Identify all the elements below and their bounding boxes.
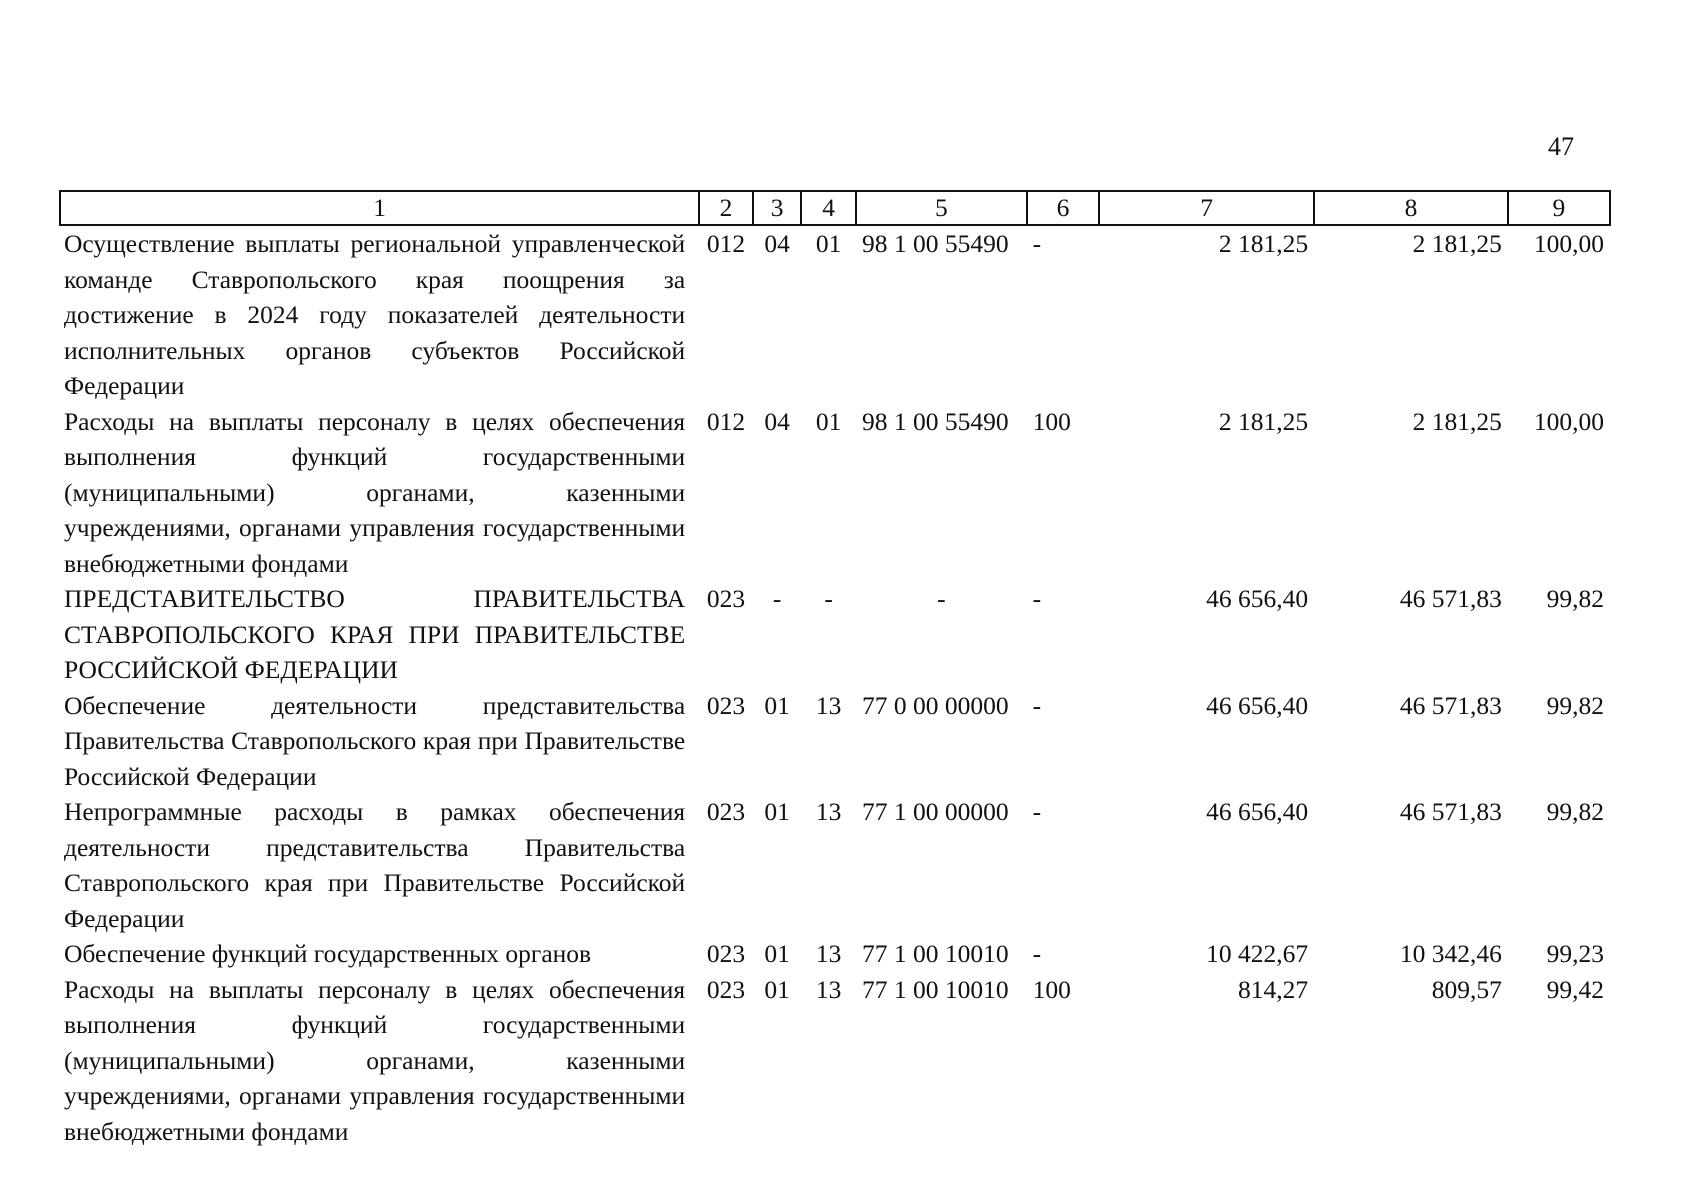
ved-code: 023 xyxy=(706,974,746,1004)
expense-type-code: 100 xyxy=(1032,974,1071,1004)
column-header: 4 xyxy=(801,191,856,225)
target-article-code: 77 0 00 00000 xyxy=(862,690,1009,720)
subsection-code: 13 xyxy=(815,974,842,1004)
plan-amount: 2 181,25 xyxy=(1218,406,1309,436)
column-header: 3 xyxy=(753,191,801,225)
plan-amount: 2 181,25 xyxy=(1218,229,1309,258)
subsection-code: 01 xyxy=(815,229,842,258)
subsection-code: 13 xyxy=(815,939,842,968)
subsection-code: 13 xyxy=(815,690,842,720)
expense-type-code: - xyxy=(1032,584,1042,613)
plan-amount: 10 422,67 xyxy=(1206,939,1309,968)
ved-code: 023 xyxy=(706,584,746,613)
plan-amount: 46 656,40 xyxy=(1206,797,1309,826)
page-number: 47 xyxy=(1548,132,1574,161)
column-header: 8 xyxy=(1314,191,1508,225)
execution-percent: 99,23 xyxy=(1546,939,1604,968)
expense-name: Расходы на выплаты персоналу в целях обеспечения выполнения функций государственными (муниципальными) органами, казенными учреждениями, органами управления государственными внебюджетными фондами xyxy=(64,974,686,1146)
expense-type-code: - xyxy=(1032,939,1042,968)
fact-amount: 46 571,83 xyxy=(1399,690,1502,720)
ved-code: 012 xyxy=(706,229,746,258)
fact-amount: 2 181,25 xyxy=(1412,229,1502,258)
table-row xyxy=(60,404,1610,582)
table-row xyxy=(60,794,1610,936)
execution-percent: 100,00 xyxy=(1533,229,1604,258)
execution-percent: 99,82 xyxy=(1546,797,1604,826)
ved-code: 023 xyxy=(706,690,746,720)
fact-amount: 2 181,25 xyxy=(1412,406,1502,436)
expense-name: ПРЕДСТАВИТЕЛЬСТВО ПРАВИТЕЛЬСТВА СТАВРОПОЛЬСКОГО КРАЯ ПРИ ПРАВИТЕЛЬСТВЕ РОССИЙСКОЙ ФЕДЕРАЦИИ xyxy=(64,584,686,684)
execution-percent: 99,42 xyxy=(1546,974,1604,1004)
plan-amount: 46 656,40 xyxy=(1206,584,1309,613)
table-row xyxy=(60,581,1610,688)
column-header: 1 xyxy=(60,191,699,225)
expense-type-code: - xyxy=(1032,229,1042,258)
target-article-code: 77 1 00 10010 xyxy=(862,974,1009,1004)
table-row xyxy=(60,688,1610,795)
fact-amount: 10 342,46 xyxy=(1399,939,1502,968)
expense-name: Обеспечение деятельности представительства Правительства Ставропольского края при Правительстве Российской Федерации xyxy=(64,690,686,791)
expense-name: Непрограммные расходы в рамках обеспечения деятельности представительства Правительства Ставропольского края при Правительстве Российской Федерации xyxy=(64,797,686,933)
execution-percent: 99,82 xyxy=(1546,584,1604,613)
plan-amount: 814,27 xyxy=(1237,974,1309,1004)
execution-percent: 99,82 xyxy=(1546,690,1604,720)
expense-name: Расходы на выплаты персоналу в целях обеспечения выполнения функций государственными (муниципальными) органами, казенными учреждениями, органами управления государственными внебюджетными фондами xyxy=(64,406,686,578)
target-article-code: 77 1 00 10010 xyxy=(862,939,1009,968)
table-row xyxy=(60,225,1610,404)
section-code: 04 xyxy=(764,406,790,436)
ved-code: 012 xyxy=(706,406,746,436)
fact-amount: 46 571,83 xyxy=(1399,797,1502,826)
section-code: 01 xyxy=(764,690,790,720)
subsection-code: 01 xyxy=(815,406,842,436)
table-header xyxy=(60,191,1610,225)
budget-table xyxy=(59,190,1611,1149)
plan-amount: 46 656,40 xyxy=(1206,690,1309,720)
section-code: 04 xyxy=(764,229,790,258)
expense-name: Осуществление выплаты региональной управленческой команде Ставропольского края поощрения за достижение в 2024 году показателей деятельности исполнительных органов субъектов Российской Федерации xyxy=(64,229,686,400)
subsection-code: 13 xyxy=(815,797,842,826)
section-code: 01 xyxy=(764,939,790,968)
execution-percent: 100,00 xyxy=(1533,406,1604,436)
subsection-code: - xyxy=(824,584,833,613)
ved-code: 023 xyxy=(706,797,746,826)
expense-type-code: 100 xyxy=(1032,406,1071,436)
column-header: 6 xyxy=(1027,191,1100,225)
target-article-code: 98 1 00 55490 xyxy=(862,229,1009,258)
fact-amount: 809,57 xyxy=(1431,974,1502,1004)
target-article-code: 77 1 00 00000 xyxy=(862,797,1009,826)
column-header: 9 xyxy=(1508,191,1610,225)
table-row xyxy=(60,972,1610,1150)
header-row xyxy=(60,191,1610,225)
expense-type-code: - xyxy=(1032,690,1042,720)
column-header: 7 xyxy=(1099,191,1314,225)
section-code: 01 xyxy=(764,797,790,826)
target-article-code: 98 1 00 55490 xyxy=(862,406,1009,436)
ved-code: 023 xyxy=(706,939,746,968)
column-header: 5 xyxy=(856,191,1027,225)
table-row xyxy=(60,936,1610,972)
section-code: 01 xyxy=(764,974,790,1004)
section-code: - xyxy=(772,584,782,613)
expense-type-code: - xyxy=(1032,797,1042,826)
column-header: 2 xyxy=(699,191,753,225)
expense-name: Обеспечение функций государственных органов xyxy=(64,939,592,968)
fact-amount: 46 571,83 xyxy=(1399,584,1502,613)
target-article-code: - xyxy=(937,584,946,613)
